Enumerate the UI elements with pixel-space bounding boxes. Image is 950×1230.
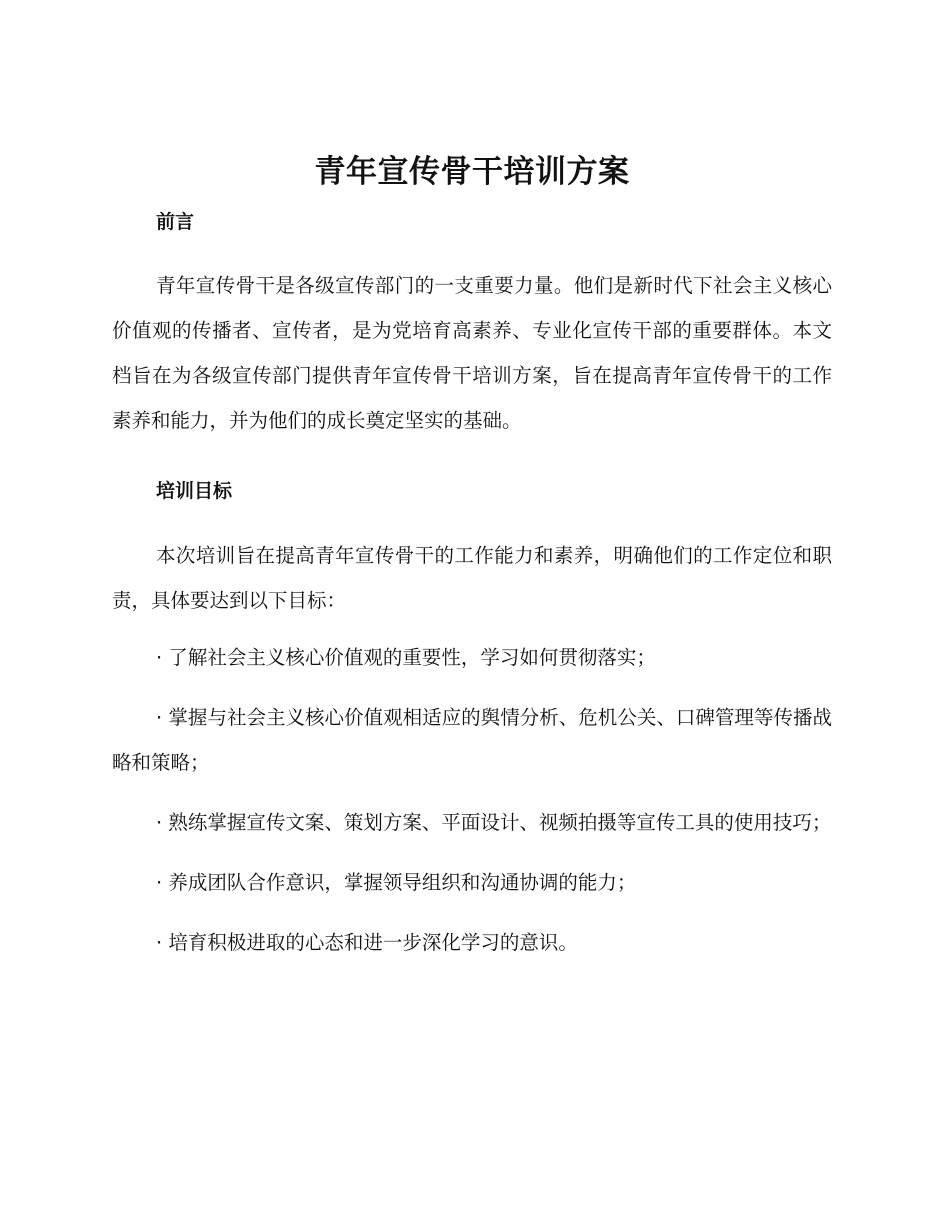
section-heading-preface: 前言 — [156, 211, 195, 233]
list-item: · 了解社会主义核心价值观的重要性，学习如何贯彻落实； — [156, 646, 656, 669]
section-heading-training-goals: 培训目标 — [156, 480, 233, 502]
training-goals-list — [112, 635, 832, 965]
list-item: · 掌握与社会主义核心价值观相适应的舆情分析、危机公关、口碑管理等传播战略和策略； — [112, 706, 832, 774]
list-item: · 熟练掌握宣传文案、策划方案、平面设计、视频拍摄等宣传工具的使用技巧； — [156, 811, 832, 834]
preface-paragraph: 青年宣传骨干是各级宣传部门的一支重要力量。他们是新时代下社会主义核心价值观的传播者、宣传者，是为党培育高素养、专业化宣传干部的重要群体。本文档旨在为各级宣传部门提供青年宣传骨干培训方案，旨在提高青年宣传骨干的工作素养和能力，并为他们的成长奠定坚实的基础。 — [112, 274, 832, 432]
document-title: 青年宣传骨干培训方案 — [314, 154, 630, 190]
list-item: · 培育积极进取的心态和进一步深化学习的意识。 — [156, 931, 578, 954]
list-item: · 养成团队合作意识，掌握领导组织和沟通协调的能力； — [156, 871, 637, 894]
training-goals-paragraph: 本次培训旨在提高青年宣传骨干的工作能力和素养，明确他们的工作定位和职责，具体要达到以下目标： — [112, 544, 832, 612]
